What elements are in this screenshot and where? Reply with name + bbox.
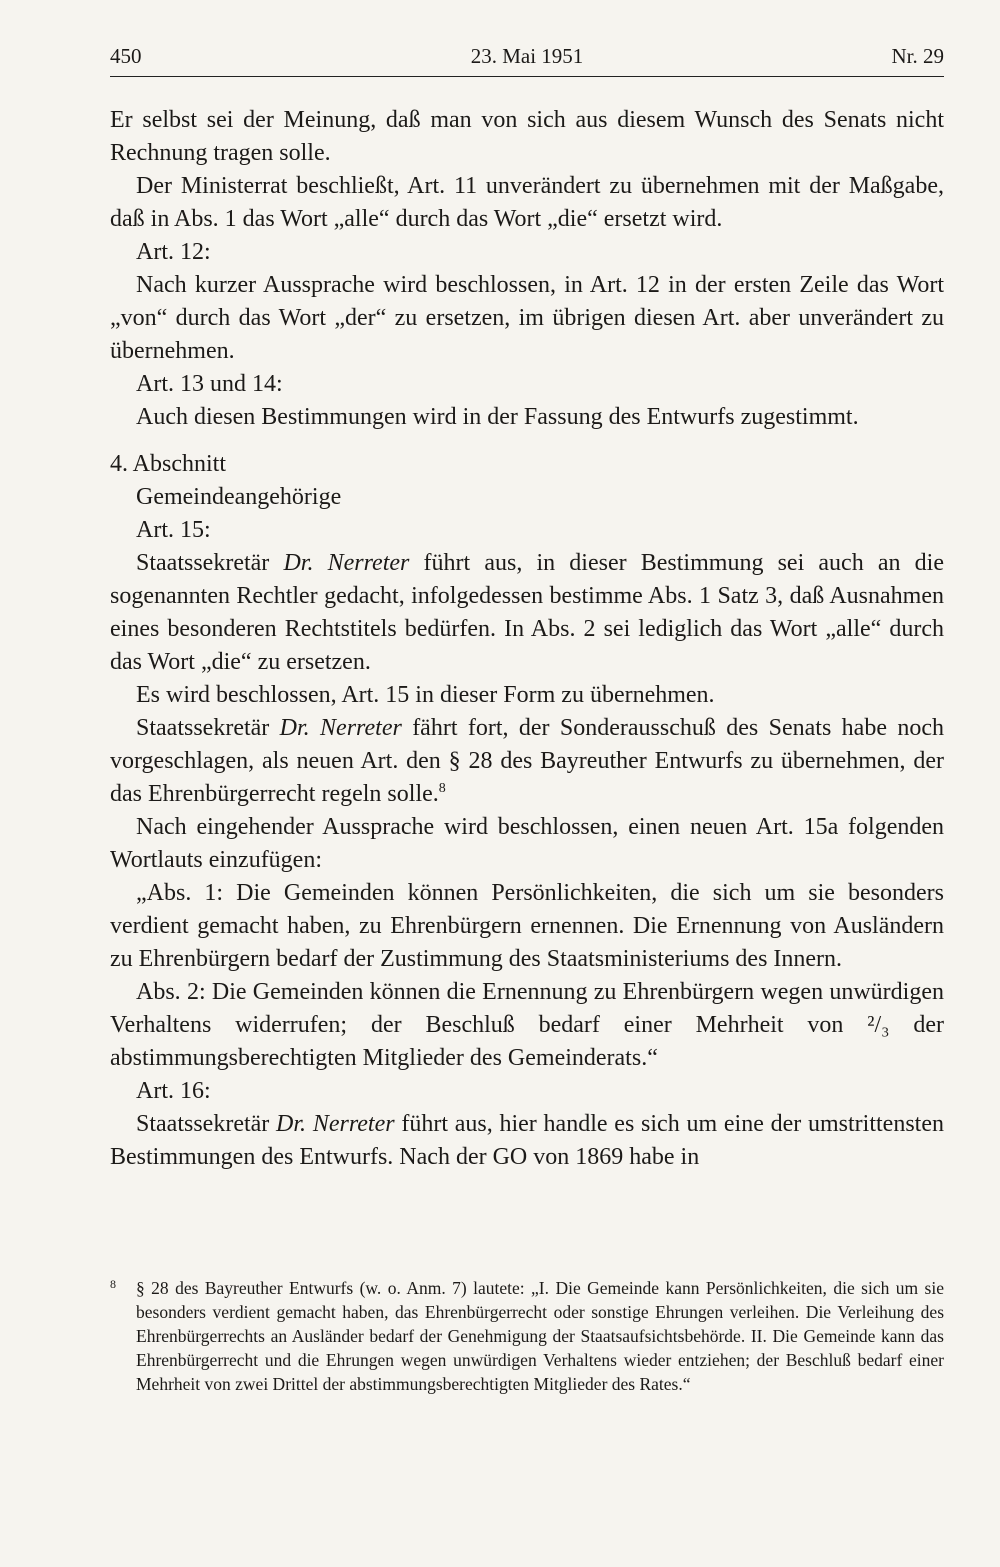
- issue-number: Nr. 29: [891, 44, 944, 68]
- article-heading: Art. 12:: [136, 239, 211, 265]
- footnote-number: 8: [110, 1277, 116, 1291]
- article-heading: Art. 16:: [136, 1078, 211, 1104]
- paragraph: Es wird beschlossen, Art. 15 in dieser Form zu übernehmen.: [136, 682, 715, 708]
- quoted-article: Abs. 2: Die Gemeinden können die Ernennung zu Ehrenbürgern wegen unwürdigen Verhaltens widerrufen; der Beschluß bedarf einer Mehrheit von ²/₃ der abstimmungsberechtigten Mitglieder des Gemeinderats.“: [110, 979, 944, 1071]
- quoted-article: „Abs. 1: Die Gemeinden können Persönlichkeiten, die sich um sie besonders verdient gemacht haben, zu Ehrenbürgern ernennen. Die Ernennung von Ausländern zu Ehrenbürgern bedarf der Zustimmung des Staatsministeriums des Innern.: [110, 880, 944, 972]
- header-date: 23. Mai 1951: [470, 44, 584, 68]
- paragraph: Nach kurzer Aussprache wird beschlossen, in Art. 12 in der ersten Zeile das Wort „von“ durch das Wort „der“ zu ersetzen, im übrigen diesen Art. aber unverändert zu übernehmen.: [110, 272, 944, 364]
- paragraph: Nach eingehender Aussprache wird beschlossen, einen neuen Art. 15a folgenden Wortlauts einzufügen:: [110, 814, 944, 873]
- page-number: 450: [110, 44, 142, 68]
- paragraph: Er selbst sei der Meinung, daß man von sich aus diesem Wunsch des Senats nicht Rechnung tragen solle.: [110, 107, 944, 166]
- footnote-marker: 8: [438, 781, 446, 796]
- speaker-name: Dr. Nerreter: [276, 1111, 395, 1137]
- paragraph: Der Ministerrat beschließt, Art. 11 unverändert zu übernehmen mit der Maßgabe, daß in Abs. 1 das Wort „alle“ durch das Wort „die“ ersetzt wird.: [110, 173, 944, 232]
- fraction: ²/₃: [867, 1012, 890, 1038]
- article-heading: Art. 13 und 14:: [136, 371, 283, 397]
- speaker-name: Dr. Nerreter: [283, 550, 410, 576]
- section-title: Gemeindeangehörige: [136, 484, 342, 510]
- speaker-name: Dr. Nerreter: [279, 715, 402, 741]
- paragraph: Auch diesen Bestimmungen wird in der Fassung des Entwurfs zugestimmt.: [136, 404, 859, 430]
- paragraph: Staatssekretär Dr. Nerreter fährt fort, der Sonderausschuß des Senats habe noch vorgeschlagen, als neuen Art. den § 28 des Bayreuther Entwurfs zu übernehmen, der das Ehrenbürgerrecht regeln solle.$^8$: [110, 715, 944, 807]
- footnote: [110, 1276, 944, 1396]
- header-rule: [110, 76, 944, 77]
- paragraph: Staatssekretär Dr. Nerreter führt aus, hier handle es sich um eine der umstrittensten Bestimmungen des Entwurfs. Nach der GO von 1869 habe in: [110, 1111, 944, 1170]
- section-heading: 4. Abschnitt: [110, 451, 227, 477]
- article-heading: Art. 15:: [136, 517, 211, 543]
- running-header: [110, 44, 944, 76]
- footnote-text: § 28 des Bayreuther Entwurfs (w. o. Anm. 7) lautete: „I. Die Gemeinde kann Persönlichkeiten, die sich um sie besonders verdient gemacht haben, das Ehrenbürgerrecht oder sonstige Ehrungen verleihen. Die Verleihung des Ehrenbürgerrechts an Ausländer bedarf der Genehmigung der Staatsaufsichtsbehörde. II. Die Gemeinde kann das Ehrenbürgerrecht und die Ehrungen wegen unwürdigen Verhaltens wieder entziehen; der Beschluß bedarf einer Mehrheit von zwei Drittel der abstimmungsberechtigten Mitglieder des Rates.“: [136, 1278, 944, 1394]
- main-text: [110, 104, 944, 1174]
- paragraph: Staatssekretär Dr. Nerreter führt aus, in dieser Bestimmung sei auch an die sogenannten Rechtler gedacht, infolgedessen bestimme Abs. 1 Satz 3, daß Ausnahmen eines besonderen Rechtstitels bedürfen. In Abs. 2 sei lediglich das Wort „alle“ durch das Wort „die“ zu ersetzen.: [110, 550, 944, 675]
